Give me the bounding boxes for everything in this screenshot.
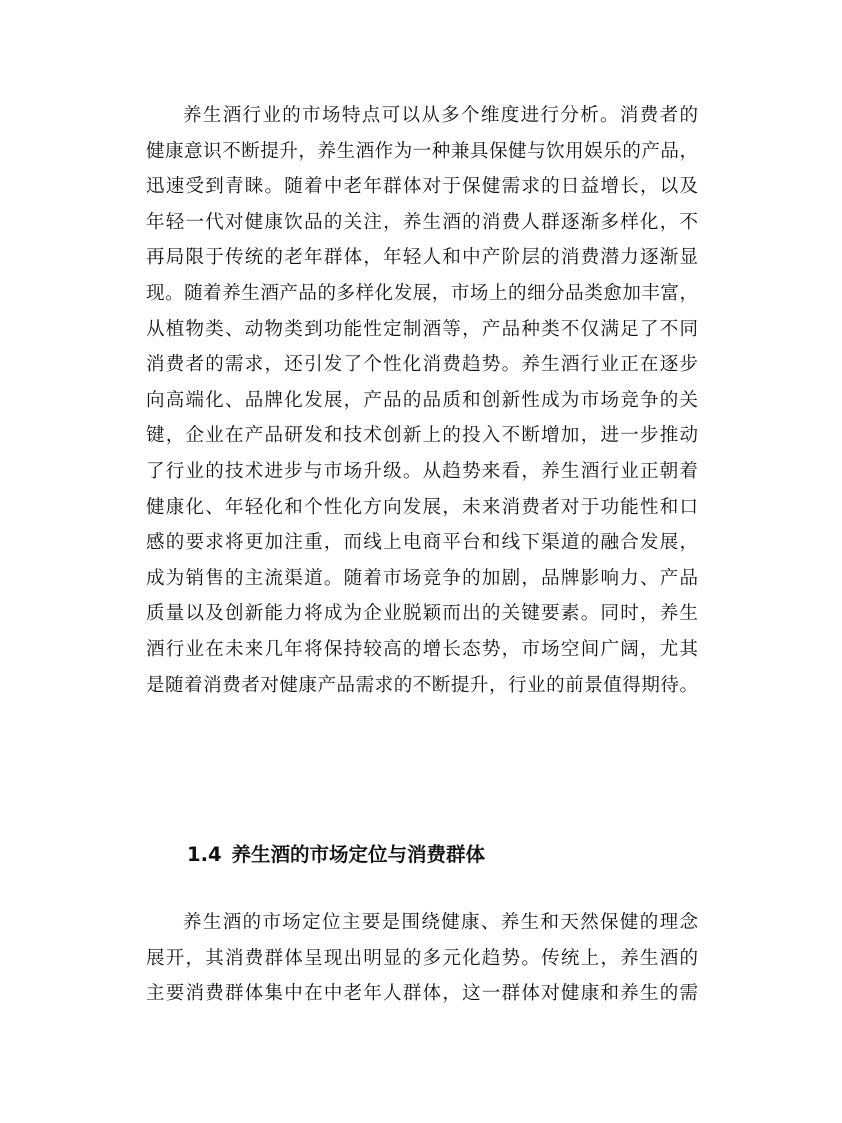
paragraph-line: 养生酒的市场定位主要是围绕健康、养生和天然保健的理念 xyxy=(183,912,698,933)
paragraph-line: 主要消费群体集中在中老年人群体，这一群体对健康和养生的需 xyxy=(146,983,698,1005)
paragraph-line: 感的要求将更加注重，而线上电商平台和线下渠道的融合发展， xyxy=(146,532,698,554)
paragraph-line: 质量以及创新能力将成为企业脱颖而出的关键要素。同时，养生 xyxy=(146,603,698,625)
paragraph-line: 年轻一代对健康饮品的关注，养生酒的消费人群逐渐多样化，不 xyxy=(146,211,698,233)
paragraph-line: 从植物类、动物类到功能性定制酒等，产品种类不仅满足了不同 xyxy=(146,318,698,340)
paragraph-market-characteristics xyxy=(146,98,698,703)
paragraph-line: 向高端化、品牌化发展，产品的品质和创新性成为市场竞争的关 xyxy=(146,389,698,411)
paragraph-line: 成为销售的主流渠道。随着市场竞争的加剧，品牌影响力、产品 xyxy=(146,567,698,589)
paragraph-line: 现。随着养生酒产品的多样化发展，市场上的细分品类愈加丰富， xyxy=(146,282,698,304)
section-title: 养生酒的市场定位与消费群体 xyxy=(231,843,486,866)
paragraph-line: 健康意识不断提升，养生酒作为一种兼具保健与饮用娱乐的产品， xyxy=(146,140,698,162)
section-number: 1.4 xyxy=(187,843,222,866)
paragraph-line: 养生酒行业的市场特点可以从多个维度进行分析。消费者的 xyxy=(183,105,698,126)
paragraph-line: 消费者的需求，还引发了个性化消费趋势。养生酒行业正在逐步 xyxy=(146,354,698,376)
paragraph-line: 再局限于传统的老年群体，年轻人和中产阶层的消费潜力逐渐显 xyxy=(146,247,698,269)
paragraph-line: 展开，其消费群体呈现出明显的多元化趋势。传统上，养生酒的 xyxy=(146,947,698,969)
paragraph-market-positioning xyxy=(146,905,698,1012)
paragraph-line: 是随着消费者对健康产品需求的不断提升，行业的前景值得期待。 xyxy=(146,674,698,696)
paragraph-line: 键，企业在产品研发和技术创新上的投入不断增加，进一步推动 xyxy=(146,425,698,447)
paragraph-line: 了行业的技术进步与市场升级。从趋势来看，养生酒行业正朝着 xyxy=(146,460,698,482)
paragraph-line: 酒行业在未来几年将保持较高的增长态势，市场空间广阔，尤其 xyxy=(146,638,698,660)
paragraph-line: 迅速受到青睐。随着中老年群体对于保健需求的日益增长，以及 xyxy=(146,176,698,198)
paragraph-line: 健康化、年轻化和个性化方向发展，未来消费者对于功能性和口 xyxy=(146,496,698,518)
section-heading xyxy=(187,838,485,872)
